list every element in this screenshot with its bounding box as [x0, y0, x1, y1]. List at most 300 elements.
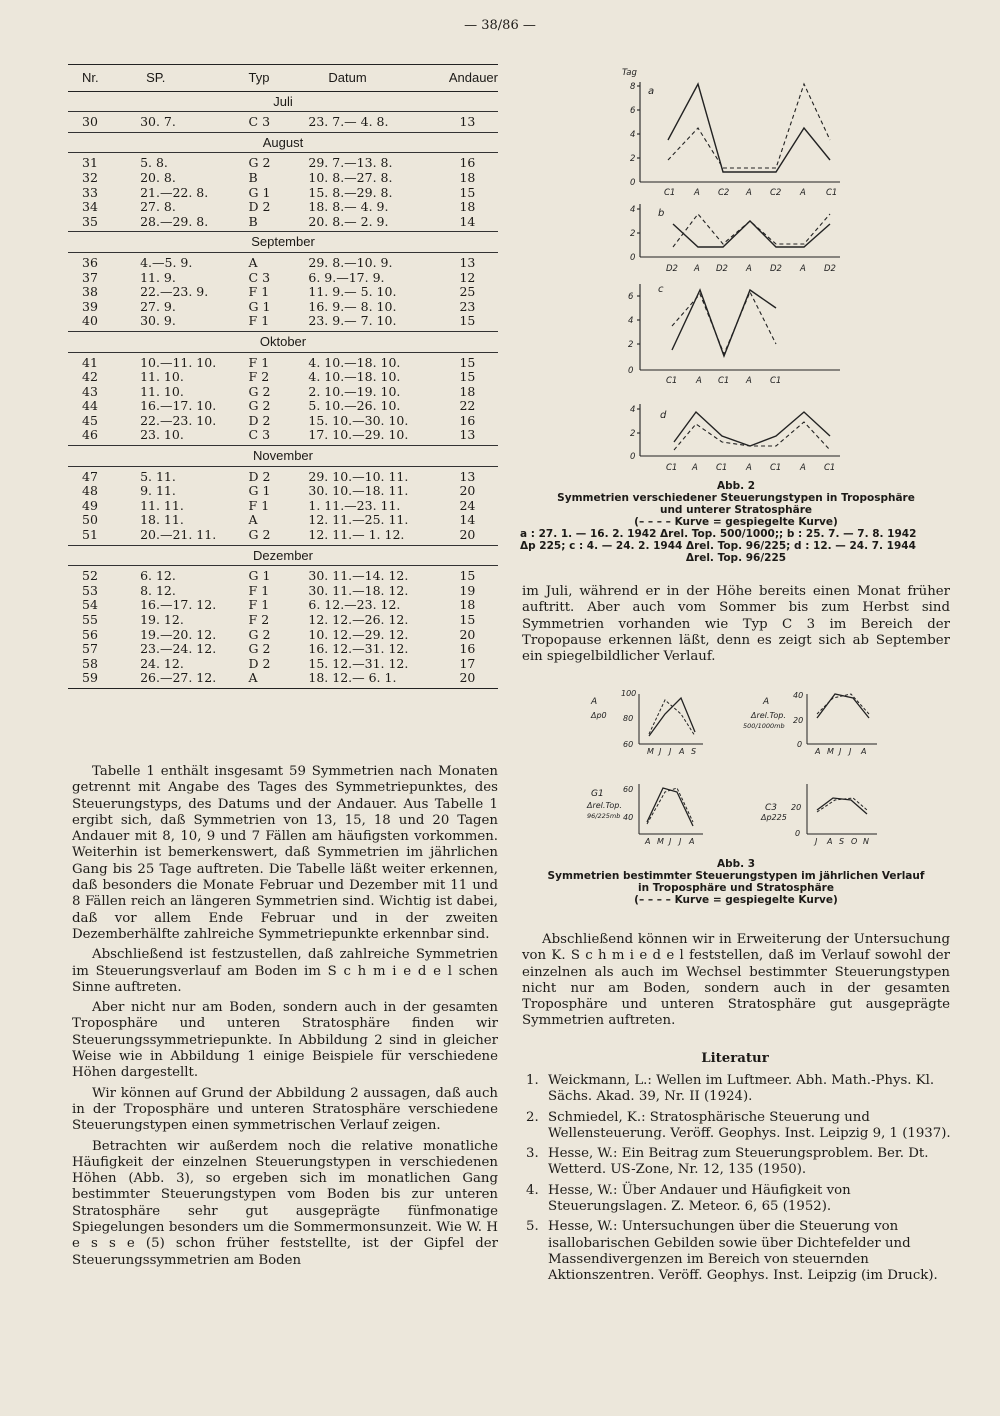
cell-nr: 39	[82, 298, 98, 314]
table-row	[68, 314, 498, 331]
cell-datum: 12. 11.— 1. 12.	[300, 528, 436, 545]
cell-andauer: 19	[459, 582, 476, 598]
cell-andauer: 17	[459, 655, 476, 671]
cell-typ: F 1	[248, 597, 270, 613]
header-nr: Nr.	[68, 65, 118, 92]
x-tick: C1	[770, 376, 782, 386]
cell-datum: 10. 12.—29. 12.	[308, 626, 409, 642]
cell-andauer: 25	[459, 284, 476, 300]
panel-level: Δp225	[761, 813, 787, 822]
cell-typ: D 2	[248, 655, 271, 671]
x-tick: J	[669, 747, 672, 756]
literature-title: Literatur	[701, 1051, 769, 1066]
cell-datum: 23. 7.— 4. 8.	[300, 112, 436, 133]
cell-datum: 6. 9.—17. 9.	[308, 269, 385, 285]
cell-sp: 18. 11.	[140, 512, 184, 528]
table-row	[68, 628, 498, 643]
cell-nr: 53	[82, 582, 98, 598]
month-label: Juli	[68, 91, 498, 112]
cell-sp: 21.—22. 8.	[140, 184, 209, 200]
x-tick: A	[689, 837, 695, 846]
cell-datum: 16. 9.— 8. 10.	[308, 298, 397, 314]
cell-nr: 30	[68, 112, 118, 133]
cell-andauer: 20	[459, 626, 476, 642]
cell-nr: 54	[82, 597, 98, 613]
month-row	[68, 232, 498, 253]
x-tick: A	[645, 837, 651, 846]
reference-text: Hesse, W.: Untersuchungen über die Steuerung von isallobarischen Gebilden sowie über Dichtefelder und Massendivergenzen im Bereich von steuernden Aktionszentren. Veröff. Geophys. Inst. Leipzig (im Druck).	[548, 1219, 938, 1284]
reference-number: 1.	[526, 1073, 539, 1088]
cell-datum: 5. 10.—26. 10.	[308, 398, 401, 414]
cell-sp: 20. 8.	[140, 169, 176, 185]
tick: 40	[793, 691, 804, 700]
x-tick: C1	[716, 463, 728, 473]
cell-typ: G 2	[248, 383, 271, 399]
reference-number: 3.	[526, 1146, 539, 1162]
cell-typ: B	[245, 215, 301, 232]
cell-sp: 5. 8.	[140, 155, 168, 171]
tick: 60	[623, 785, 634, 794]
table-row	[68, 300, 498, 315]
right-text-upper	[522, 584, 950, 669]
panel-level: 96/225mb	[587, 812, 621, 820]
tick: 60	[623, 740, 634, 749]
cell-typ: D 2	[248, 468, 271, 484]
tick: 4	[630, 405, 636, 415]
y-axis-label: Tag	[622, 68, 637, 78]
cell-sp: 23.—24. 12.	[140, 641, 217, 657]
cell-datum: 4. 10.—18. 10.	[308, 369, 401, 385]
cell-nr: 35	[68, 215, 118, 232]
x-tick: M	[827, 747, 834, 756]
month-row	[68, 446, 498, 467]
month-label: November	[68, 446, 498, 467]
cell-sp: 20.—21. 11.	[118, 528, 244, 545]
cell-andauer: 20	[437, 671, 498, 688]
cell-nr: 52	[82, 568, 98, 584]
panel-level: Δrel.Top.	[587, 801, 622, 810]
cell-sp: 11. 10.	[140, 383, 184, 399]
table-row	[68, 153, 498, 171]
cell-typ: G 2	[245, 528, 301, 545]
cell-datum: 18. 8.— 4. 9.	[308, 199, 389, 215]
cell-typ: G 1	[248, 298, 271, 314]
cell-typ: F 2	[248, 369, 270, 385]
tick: 100	[621, 689, 637, 698]
month-label: Oktober	[68, 331, 498, 352]
cell-datum: 30. 10.—18. 11.	[308, 483, 409, 499]
cell-datum: 2. 10.—19. 10.	[308, 383, 401, 399]
cell-sp: 19. 12.	[140, 612, 184, 627]
table-row	[68, 200, 498, 215]
tick: 8	[630, 82, 636, 92]
cell-sp: 27. 8.	[140, 199, 176, 215]
cell-sp: 23. 10.	[118, 428, 244, 445]
table-row	[68, 613, 498, 628]
month-label: September	[68, 232, 498, 253]
x-tick: D2	[716, 264, 728, 274]
x-tick: J	[839, 747, 842, 756]
tick: 4	[630, 205, 636, 215]
cell-nr: 31	[82, 155, 98, 171]
x-tick: J	[849, 747, 852, 756]
x-tick: S	[691, 747, 697, 756]
paragraph: Abschließend ist festzustellen, daß zahlreiche Symmetrien im Steuerungsverlauf am Boden im S c h m i e d e l schen Sinne auftreten.	[72, 947, 498, 995]
panel-level: Δrel.Top.	[751, 711, 786, 720]
cell-datum: 12. 11.—25. 11.	[308, 512, 409, 528]
tick: 2	[628, 340, 634, 350]
table-row	[68, 466, 498, 484]
table-row	[68, 513, 498, 528]
figure-3	[585, 688, 885, 852]
x-tick: J	[679, 837, 682, 846]
reference-item	[520, 1183, 952, 1216]
x-tick: C1	[770, 463, 782, 473]
cell-andauer: 16	[459, 641, 476, 657]
caption-line: Δp 225; c : 4. — 24. 2. 1944 Δrel. Top. 96/225; d : 12. — 24. 7. 1944	[520, 540, 916, 552]
table-row	[68, 271, 498, 286]
cell-sp: 16.—17. 10.	[140, 398, 217, 414]
cell-datum: 4. 10.—18. 10.	[308, 354, 401, 370]
cell-nr: 47	[82, 468, 98, 484]
cell-andauer: 15	[459, 568, 476, 584]
reference-number: 4.	[526, 1182, 539, 1198]
cell-andauer: 15	[459, 354, 476, 370]
x-tick: C1	[826, 188, 838, 198]
month-label: Dezember	[68, 545, 498, 566]
cell-andauer: 18	[459, 199, 476, 215]
table-row	[68, 215, 498, 232]
reference-text: Schmiedel, K.: Stratosphärische Steuerung und Wellensteuerung. Veröff. Geophys. Inst. Leipzig 9, 1 (1937).	[548, 1109, 951, 1141]
cell-andauer: 22	[459, 398, 476, 414]
cell-datum: 10. 8.—27. 8.	[308, 169, 393, 185]
cell-sp: 9. 11.	[140, 483, 176, 499]
tick: 0	[630, 178, 636, 188]
x-tick: J	[669, 837, 672, 846]
reference-item	[520, 1073, 952, 1106]
reference-item	[520, 1110, 952, 1143]
cell-nr: 36	[82, 254, 98, 270]
page-number: — 38/86 —	[464, 18, 536, 33]
tick: 80	[623, 714, 634, 723]
cell-sp: 26.—27. 12.	[118, 671, 244, 688]
month-row	[68, 91, 498, 112]
reference-text: Hesse, W.: Ein Beitrag zum Steuerungsproblem. Ber. Dt. Wetterd. US-Zone, Nr. 12, 135 (1950).	[548, 1146, 929, 1178]
table-row	[68, 584, 498, 599]
cell-sp: 30. 7.	[118, 112, 244, 133]
cell-andauer: 20	[459, 483, 476, 499]
cell-sp: 10.—11. 10.	[140, 354, 217, 370]
cell-sp: 22.—23. 10.	[140, 412, 217, 428]
panel-label-d: d	[660, 410, 667, 421]
table-row	[68, 171, 498, 186]
caption-line: a : 27. 1. — 16. 2. 1942 Δrel. Top. 500/1000;; b : 25. 7. — 7. 8. 1942	[520, 528, 917, 540]
caption-line: Δrel. Top. 96/225	[685, 552, 787, 564]
x-tick: A	[861, 747, 867, 756]
table-row	[68, 352, 498, 370]
cell-datum: 23. 9.— 7. 10.	[300, 314, 436, 331]
x-tick: A	[746, 376, 752, 386]
cell-sp: 5. 11.	[140, 468, 176, 484]
cell-nr: 57	[82, 641, 98, 657]
paragraph: im Juli, während er in der Höhe bereits einen Monat früher auftritt. Aber auch vom Sommer bis zum Herbst sind Symmetrien vorhanden wie Typ C 3 im Bereich der Tropopause erkennen läßt, denn es zeigt sich ab September ein spiegelbildlicher Verlauf.	[522, 584, 950, 665]
cell-sp: 30. 9.	[118, 314, 244, 331]
cell-sp: 27. 9.	[140, 298, 176, 314]
panel-level: 500/1000mb	[743, 722, 785, 730]
literature-list	[520, 1073, 952, 1289]
x-tick: C2	[718, 188, 730, 198]
x-tick: A	[800, 264, 806, 274]
tick: 0	[630, 452, 636, 462]
cell-sp: 22.—23. 9.	[140, 284, 209, 300]
cell-nr: 34	[82, 199, 98, 215]
table-row	[68, 671, 498, 688]
x-tick: C1	[824, 463, 836, 473]
tick: 4	[628, 316, 634, 326]
tick: 0	[795, 829, 801, 838]
cell-typ: G 1	[248, 568, 271, 584]
x-tick: C1	[666, 376, 678, 386]
cell-andauer: 23	[459, 298, 476, 314]
cell-nr: 45	[82, 412, 98, 428]
x-tick: A	[692, 463, 698, 473]
cell-nr: 44	[82, 398, 98, 414]
x-tick: C2	[770, 188, 782, 198]
month-label: August	[68, 132, 498, 153]
cell-sp: 8. 12.	[140, 582, 176, 598]
x-tick: S	[839, 837, 845, 846]
x-tick: C1	[666, 463, 678, 473]
cell-typ: A	[248, 254, 258, 270]
cell-andauer: 15	[459, 612, 476, 627]
cell-nr: 40	[68, 314, 118, 331]
tick: 0	[797, 740, 803, 749]
month-row	[68, 331, 498, 352]
header-andauer: Andauer	[437, 65, 498, 92]
cell-andauer: 13	[437, 428, 498, 445]
table-header-row	[68, 65, 498, 92]
caption-title: Abb. 2	[716, 480, 756, 492]
table-row	[68, 642, 498, 657]
cell-typ: F 2	[248, 612, 270, 627]
symmetry-table	[68, 64, 498, 689]
table-row	[68, 657, 498, 672]
cell-sp: 11. 9.	[140, 269, 176, 285]
cell-nr: 56	[82, 626, 98, 642]
caption-line: (– – – – Kurve = gespiegelte Kurve)	[634, 894, 838, 906]
cell-typ: C 3	[245, 428, 301, 445]
reference-text: Weickmann, L.: Wellen im Luftmeer. Abh. Math.-Phys. Kl. Sächs. Akad. 39, Nr. II (1924).	[548, 1073, 935, 1105]
panel-level: Δp0	[591, 711, 607, 720]
cell-typ: A	[248, 512, 258, 528]
x-tick: M	[647, 747, 654, 756]
x-tick: D2	[666, 264, 678, 274]
tick: 0	[628, 366, 634, 376]
panel-type: A	[591, 697, 598, 707]
caption-line: und unterer Stratosphäre	[659, 504, 813, 516]
tick: 2	[630, 429, 636, 439]
x-tick: D2	[770, 264, 782, 274]
header-typ: Typ	[245, 65, 301, 92]
panel-label-c: c	[658, 284, 664, 295]
cell-nr: 50	[82, 512, 98, 528]
cell-nr: 38	[82, 284, 98, 300]
table-row	[68, 414, 498, 429]
x-tick: A	[679, 747, 685, 756]
month-row	[68, 545, 498, 566]
cell-andauer: 24	[459, 497, 476, 513]
cell-typ: G 2	[248, 155, 271, 171]
cell-datum: 17. 10.—29. 10.	[300, 428, 436, 445]
x-tick: A	[694, 188, 700, 198]
table-row	[68, 252, 498, 270]
table-row	[68, 370, 498, 385]
cell-typ: F 1	[248, 354, 270, 370]
month-row	[68, 132, 498, 153]
x-tick: A	[827, 837, 833, 846]
cell-datum: 18. 12.— 6. 1.	[300, 671, 436, 688]
cell-nr: 58	[82, 655, 98, 671]
cell-typ: C 3	[248, 269, 271, 285]
x-tick: O	[851, 837, 858, 846]
figure-3-caption	[520, 858, 952, 906]
cell-datum: 16. 12.—31. 12.	[308, 641, 409, 657]
tick: 4	[630, 130, 636, 140]
cell-sp: 16.—17. 12.	[140, 597, 217, 613]
cell-datum: 11. 9.— 5. 10.	[308, 284, 397, 300]
reference-text: Hesse, W.: Über Andauer und Häufigkeit von Steuerungslagen. Z. Meteor. 6, 65 (1952).	[548, 1182, 851, 1215]
x-tick: J	[815, 837, 818, 846]
cell-datum: 29. 10.—10. 11.	[308, 468, 409, 484]
figure-2-caption	[520, 480, 952, 564]
panel-label-a: a	[648, 86, 655, 97]
cell-sp: 19.—20. 12.	[140, 626, 217, 642]
cell-andauer: 12	[459, 269, 476, 285]
cell-datum: 1. 11.—23. 11.	[308, 497, 401, 513]
cell-datum: 15. 10.—30. 10.	[308, 412, 409, 428]
paragraph: Aber nicht nur am Boden, sondern auch in der gesamten Troposphäre und unteren Stratosphäre finden wir Steuerungssymmetriepunkte. In Abbildung 2 sind in gleicher Weise wie in Abbildung 1 einige Beispiele für verschiedene Höhen dargestellt.	[72, 1000, 498, 1081]
cell-typ: D 2	[248, 412, 271, 428]
cell-datum: 12. 12.—26. 12.	[308, 612, 409, 627]
cell-nr: 51	[68, 528, 118, 545]
cell-datum: 20. 8.— 2. 9.	[300, 215, 436, 232]
cell-typ: F 1	[248, 497, 270, 513]
x-tick: A	[694, 264, 700, 274]
cell-nr: 59	[68, 671, 118, 688]
caption-line: Symmetrien verschiedener Steuerungstypen in Troposphäre	[557, 492, 915, 504]
cell-sp: 24. 12.	[140, 655, 184, 671]
tick: 6	[628, 292, 634, 302]
cell-sp: 4.—5. 9.	[140, 254, 193, 270]
x-tick: A	[800, 463, 806, 473]
paragraph: Betrachten wir außerdem noch die relative monatliche Häufigkeit der einzelnen Steuerungstypen in verschiedenen Höhen (Abb. 3), so ergeben sich im monatlichen Gang bestimmter Steuerungstypen vom Boden bis zur unteren Stratosphäre sehr gut ausgeprägte fünfmonatige Spiegelungen besonders um die Sommermonsunzeit. Wie W. H e s s e (5) schon früher feststellte, ist der Gipfel der Steuerungssymmetrien am Boden	[72, 1138, 498, 1268]
cell-datum: 30. 11.—14. 12.	[308, 568, 409, 584]
cell-typ: B	[248, 169, 258, 185]
cell-andauer: 15	[459, 184, 476, 200]
table-row	[68, 285, 498, 300]
cell-nr: 43	[82, 383, 98, 399]
x-tick: M	[657, 837, 664, 846]
x-tick: C1	[718, 376, 730, 386]
x-tick: A	[746, 463, 752, 473]
table-row	[68, 428, 498, 445]
cell-typ: G 2	[248, 398, 271, 414]
table-row	[68, 385, 498, 400]
reference-item	[520, 1219, 952, 1284]
cell-nr: 32	[82, 169, 98, 185]
cell-datum: 29. 8.—10. 9.	[308, 254, 393, 270]
table-row	[68, 499, 498, 514]
cell-typ: D 2	[248, 199, 271, 215]
cell-andauer: 15	[437, 314, 498, 331]
table-row	[68, 186, 498, 201]
table-row	[68, 399, 498, 414]
x-tick: J	[659, 747, 662, 756]
cell-andauer: 18	[459, 169, 476, 185]
paragraph: Abschließend können wir in Erweiterung der Untersuchung von K. S c h m i e d e l feststellen, daß im Verlauf sowohl der einzelnen als auch im Wechsel bestimmter Steuerungstypen nicht nur am Boden, sondern auch in der gesamten Troposphäre und unteren Stratosphäre gut ausgeprägte Symmetrien auftreten.	[522, 932, 950, 1029]
table-row	[68, 484, 498, 499]
x-tick: A	[696, 376, 702, 386]
reference-item	[520, 1146, 952, 1179]
cell-andauer: 18	[459, 597, 476, 613]
cell-sp: 28.—29. 8.	[118, 215, 244, 232]
reference-number: 5.	[526, 1219, 539, 1235]
caption-line: Symmetrien bestimmter Steuerungstypen im jährlichen Verlauf	[547, 870, 925, 882]
x-tick: A	[746, 188, 752, 198]
cell-datum: 15. 12.—31. 12.	[308, 655, 409, 671]
cell-nr: 33	[82, 184, 98, 200]
cell-andauer: 13	[459, 468, 476, 484]
x-tick: D2	[824, 264, 836, 274]
x-tick: A	[815, 747, 821, 756]
cell-andauer: 16	[459, 155, 476, 171]
cell-datum: 29. 7.—13. 8.	[308, 155, 393, 171]
cell-andauer: 20	[437, 528, 498, 545]
cell-andauer: 14	[437, 215, 498, 232]
cell-typ: F 1	[245, 314, 301, 331]
table-row	[68, 566, 498, 584]
cell-nr: 46	[68, 428, 118, 445]
cell-andauer: 16	[459, 412, 476, 428]
left-text-column	[72, 764, 498, 1273]
panel-type: A	[763, 697, 770, 707]
tick: 2	[630, 229, 636, 239]
cell-typ: F 1	[248, 582, 270, 598]
cell-sp: 6. 12.	[140, 568, 176, 584]
header-datum: Datum	[300, 65, 436, 92]
cell-nr: 55	[82, 612, 98, 627]
paragraph: Wir können auf Grund der Abbildung 2 aussagen, daß auch in der Troposphäre und unteren Stratosphäre verschiedene Steuerungstypen einen symmetrischen Verlauf zeigen.	[72, 1085, 498, 1134]
cell-datum: 15. 8.—29. 8.	[308, 184, 393, 200]
cell-datum: 30. 11.—18. 12.	[308, 582, 409, 598]
tick: 0	[630, 253, 636, 263]
x-tick: A	[746, 264, 752, 274]
cell-andauer: 18	[459, 383, 476, 399]
cell-typ: F 1	[248, 284, 270, 300]
reference-number: 2.	[526, 1109, 539, 1125]
cell-nr: 48	[82, 483, 98, 499]
cell-andauer: 13	[459, 254, 476, 270]
tick: 2	[630, 154, 636, 164]
paragraph: Tabelle 1 enthält insgesamt 59 Symmetrien nach Monaten getrennt mit Angabe des Tages des Symmetriepunktes, des Steuerungstyps, des Datums und der Andauer. Aus Tabelle 1 ergibt sich, daß Symmetrien von 13, 15, 18 und 20 Tagen Andauer mit 8, 10, 9 und 7 Fällen am häufigsten vorkommen. Weiterhin ist bemerkenswert, daß Symmetrien im jährlichen Gang bis 25 Tage auftreten. Die Tabelle läßt weiter erkennen, daß besonders die Monate Februar und Dezember mit 11 und 8 Fällen reich an längeren Symmetrien sind. Wichtig ist dabei, daß vor allem Ende Februar und in der zweiten Dezemberhälfte zahlreiche Symmetriepunkte erkennbar sind.	[72, 764, 498, 942]
table-row	[68, 598, 498, 613]
panel-type: G1	[591, 789, 604, 799]
cell-datum: 6. 12.—23. 12.	[308, 597, 401, 613]
caption-line: in Troposphäre und Stratosphäre	[638, 882, 834, 894]
header-sp: SP.	[118, 65, 244, 92]
cell-typ: G 1	[248, 483, 271, 499]
cell-typ: G 2	[248, 641, 271, 657]
